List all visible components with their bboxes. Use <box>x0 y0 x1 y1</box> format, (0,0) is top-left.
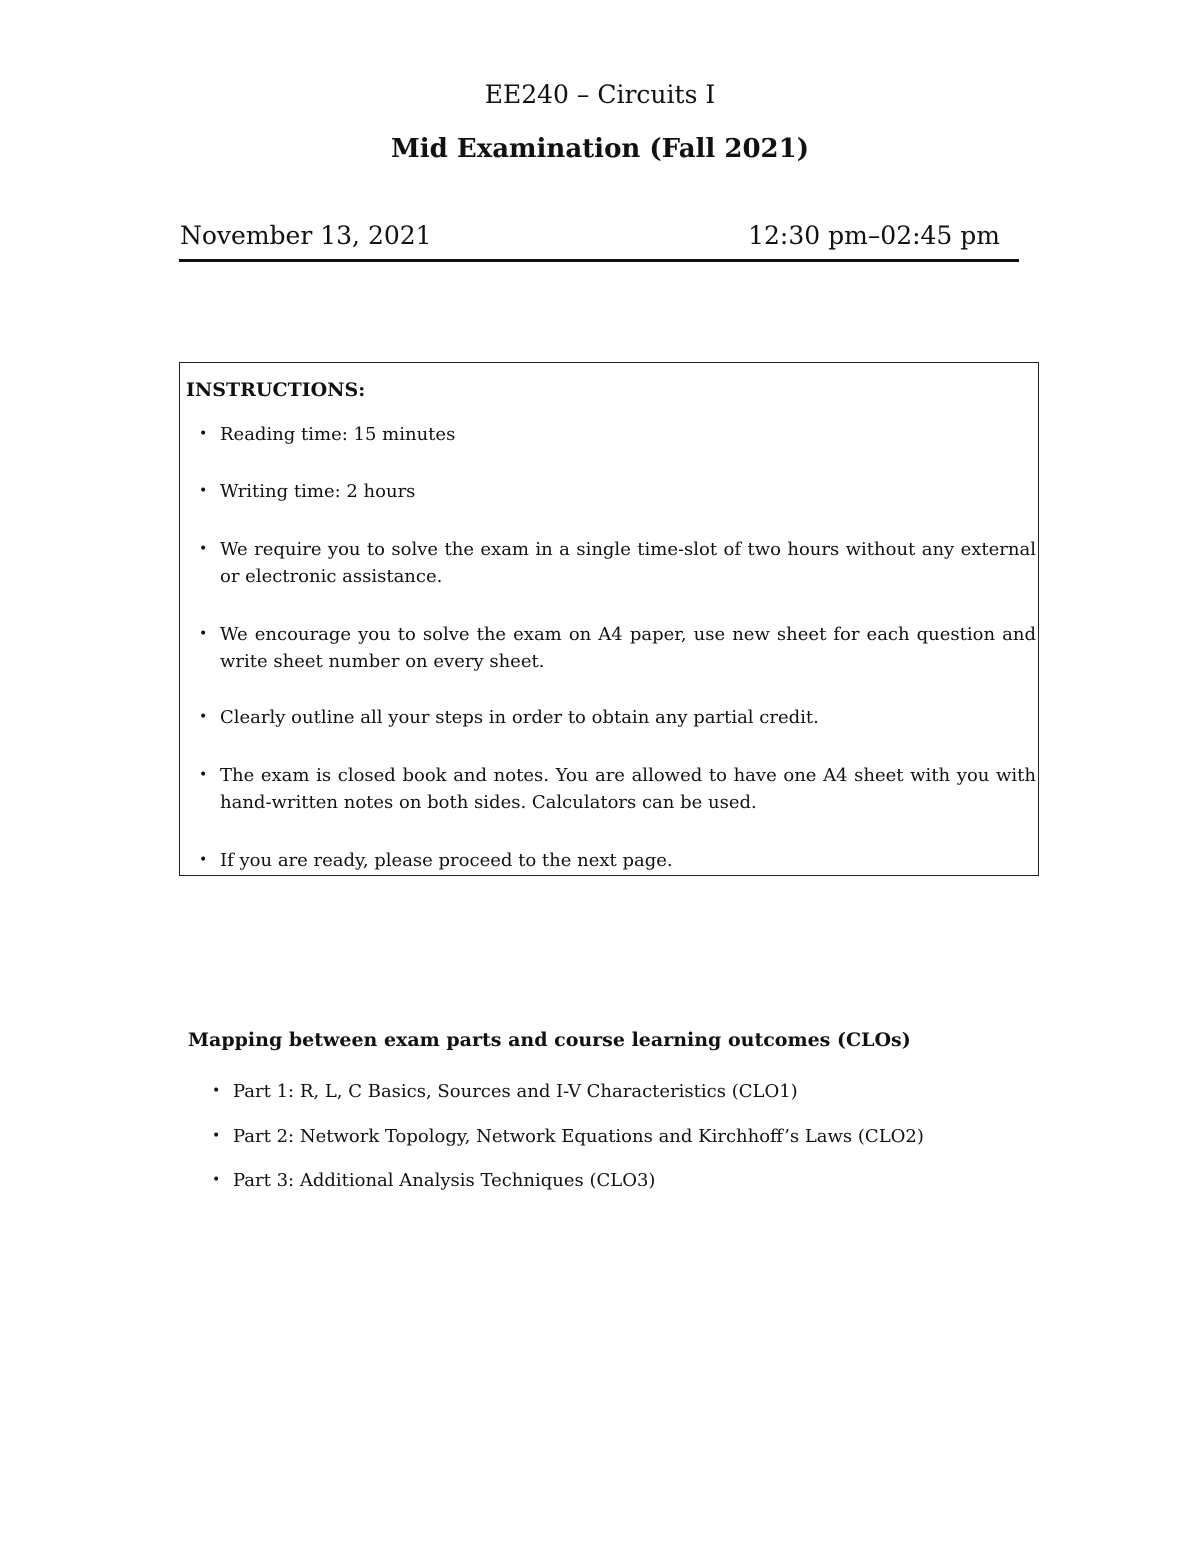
bullet-icon: • <box>212 1083 221 1099</box>
instructions-heading: INSTRUCTIONS: <box>186 379 366 401</box>
instruction-text: Writing time: 2 hours <box>220 481 416 502</box>
instruction-text: Clearly outline all your steps in order to obtain any partial credit. <box>220 707 819 728</box>
bullet-icon: • <box>199 483 208 499</box>
instruction-item <box>199 421 1036 448</box>
instruction-text: The exam is closed book and notes. You are allowed to have one A4 sheet with you with hand-written notes on both sides. Calculators can be used. <box>220 765 1036 813</box>
exam-title: Mid Examination (Fall 2021) <box>390 134 810 164</box>
bullet-icon: • <box>199 767 208 783</box>
bullet-icon: • <box>199 541 208 557</box>
bullet-icon: • <box>199 426 208 442</box>
instructions-box <box>179 362 1039 876</box>
bullet-icon: • <box>212 1172 221 1188</box>
instruction-text: Reading time: 15 minutes <box>220 424 456 445</box>
instruction-item <box>199 762 1036 816</box>
header-rule <box>179 259 1019 262</box>
instruction-item <box>199 536 1036 590</box>
bullet-icon: • <box>199 626 208 642</box>
instruction-text: We encourage you to solve the exam on A4 paper, use new sheet for each question and write sheet number on every sheet. <box>220 624 1036 672</box>
mapping-heading: Mapping between exam parts and course learning outcomes (CLOs) <box>188 1029 911 1051</box>
instruction-item <box>199 847 1036 874</box>
mapping-item <box>212 1123 924 1150</box>
course-title: EE240 – Circuits I <box>484 80 716 109</box>
instruction-item <box>199 621 1036 675</box>
instruction-item <box>199 704 1036 731</box>
bullet-icon: • <box>199 709 208 725</box>
exam-time: 12:30 pm–02:45 pm <box>748 221 1000 250</box>
instruction-item <box>199 478 1036 505</box>
instruction-text: If you are ready, please proceed to the next page. <box>220 850 673 871</box>
mapping-text: Part 1: R, L, C Basics, Sources and I-V Characteristics (CLO1) <box>233 1081 798 1102</box>
mapping-item <box>212 1167 656 1194</box>
bullet-icon: • <box>199 852 208 868</box>
bullet-icon: • <box>212 1128 221 1144</box>
mapping-text: Part 2: Network Topology, Network Equations and Kirchhoff’s Laws (CLO2) <box>233 1126 924 1147</box>
exam-date: November 13, 2021 <box>180 221 432 250</box>
instruction-text: We require you to solve the exam in a single time-slot of two hours without any external or electronic assistance. <box>220 539 1036 587</box>
date-time-row <box>180 218 1000 254</box>
mapping-text: Part 3: Additional Analysis Techniques (CLO3) <box>233 1170 656 1191</box>
mapping-item <box>212 1078 798 1105</box>
